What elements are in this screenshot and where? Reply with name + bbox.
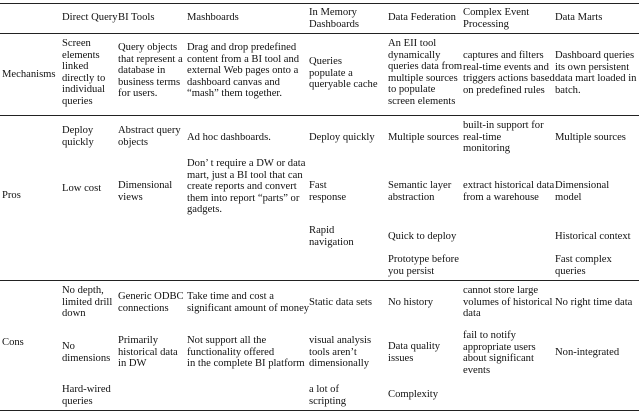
- text-line: down: [62, 308, 86, 320]
- text-line: fail to notify: [463, 330, 516, 341]
- cons-data-marts-1: [555, 297, 632, 309]
- cons-bi-tools-1: [118, 291, 184, 314]
- pros-rule: [0, 280, 639, 281]
- text-line: to populate: [388, 84, 436, 96]
- text-line: dynamically: [388, 49, 441, 61]
- header-cep-l1: Complex Event: [463, 7, 530, 18]
- text-line: scripting: [309, 395, 347, 407]
- pros-data-marts-3: [555, 231, 631, 243]
- cons-data-federation-1: [388, 297, 433, 309]
- text-line: screen elements: [388, 95, 456, 107]
- text-line: Don’ t require a DW or data: [187, 158, 306, 169]
- text-line: quickly: [62, 136, 94, 148]
- text-line: database in: [118, 65, 166, 77]
- header-bi-tools: BI Tools: [118, 12, 155, 23]
- text-line: from a warehouse: [463, 191, 539, 203]
- text-line: Query objects: [118, 42, 178, 53]
- cons-data-federation-2: [388, 341, 440, 364]
- header-mashboards: Mashboards: [187, 12, 239, 23]
- header-data-marts: Data Marts: [555, 12, 603, 23]
- text-line: navigation: [309, 236, 354, 248]
- text-line: dashboard canvas and: [187, 76, 280, 88]
- text-line: gadgets.: [187, 204, 223, 216]
- mech-data-federation: [388, 38, 462, 108]
- text-line: triggers actions based: [463, 73, 555, 85]
- header-rule: [0, 33, 639, 34]
- text-line: built-in support for: [463, 120, 544, 131]
- text-line: queries data from: [388, 61, 463, 73]
- text-line: queries: [62, 395, 93, 407]
- text-line: connections: [118, 302, 169, 314]
- text-line: Complexity: [388, 389, 439, 400]
- text-line: visual analysis: [309, 335, 372, 346]
- text-line: Quick to deploy: [388, 231, 457, 242]
- header-in-memory-l2: Dashboards: [309, 19, 360, 30]
- text-line: dimensions: [62, 352, 111, 364]
- pros-data-marts-4: [555, 254, 612, 277]
- text-line: events: [463, 364, 491, 376]
- text-line: Multiple sources: [388, 132, 459, 143]
- row-label-mechanisms: Mechanisms: [2, 69, 56, 80]
- text-line: captures and filters: [463, 50, 544, 61]
- text-line: business terms: [118, 76, 181, 88]
- text-line: elements: [62, 49, 100, 61]
- text-line: content from a BI tool and: [187, 53, 300, 65]
- text-line: Hard-wired: [62, 384, 111, 395]
- text-line: Queries: [309, 56, 342, 67]
- cons-direct-query-1: [62, 285, 112, 320]
- mech-bi-tools: [118, 42, 183, 100]
- text-line: significant amount of money: [187, 302, 310, 314]
- text-line: Dimensional: [555, 180, 610, 191]
- text-line: model: [555, 191, 582, 203]
- pros-data-marts-1: [555, 132, 626, 144]
- pros-data-federation-3: [388, 231, 456, 243]
- mech-mashboards: [187, 42, 299, 100]
- table-bottom-rule: [0, 410, 639, 411]
- pros-in-memory-3: [309, 225, 354, 248]
- text-line: No right time data: [555, 297, 633, 308]
- cons-bi-tools-2: [118, 335, 178, 370]
- text-line: An EII tool: [388, 38, 437, 49]
- text-line: No depth,: [62, 285, 104, 296]
- text-line: in DW: [118, 358, 147, 370]
- row-label-cons: Cons: [2, 337, 24, 348]
- text-line: its own persistent: [555, 61, 630, 73]
- cons-cep-2: [463, 330, 536, 376]
- row-label-pros: Pros: [2, 190, 21, 201]
- text-line: No: [62, 341, 75, 352]
- text-line: Historical context: [555, 231, 631, 242]
- text-line: Prototype before: [388, 254, 459, 265]
- cons-cep-1: [463, 285, 552, 320]
- mech-direct-query: [62, 38, 105, 108]
- text-line: directly to: [62, 72, 106, 84]
- pros-data-federation-1: [388, 132, 459, 144]
- text-line: appropriate users: [463, 341, 536, 353]
- pros-data-marts-2: [555, 180, 609, 203]
- text-line: dimensionally: [309, 358, 370, 370]
- mech-in-memory: [309, 56, 378, 91]
- pros-in-memory-1: [309, 132, 375, 144]
- pros-data-federation-2: [388, 180, 451, 203]
- text-line: data mart loaded in: [555, 73, 637, 85]
- text-line: Low cost: [62, 183, 102, 194]
- text-line: Multiple sources: [555, 132, 626, 143]
- text-line: Semantic layer: [388, 180, 452, 191]
- text-line: individual: [62, 84, 105, 96]
- cons-data-marts-2: [555, 347, 619, 359]
- text-line: functionality offered: [187, 346, 275, 358]
- header-data-federation: Data Federation: [388, 12, 456, 23]
- header-cep-l2: Processing: [463, 19, 509, 30]
- text-line: cannot store large: [463, 285, 539, 296]
- pros-cep-1: [463, 120, 544, 155]
- text-line: external Web pages onto a: [187, 65, 299, 77]
- header-direct-query: Direct Query: [62, 12, 118, 23]
- text-line: Abstract query: [118, 125, 181, 136]
- text-line: queries: [62, 95, 93, 107]
- text-line: create reports and convert: [187, 181, 297, 193]
- text-line: populate a: [309, 67, 353, 79]
- text-line: real-time events and: [463, 61, 549, 73]
- pros-data-federation-4: [388, 254, 459, 277]
- cons-in-memory-1: [309, 297, 372, 309]
- header-in-memory-l1: In Memory: [309, 7, 357, 18]
- text-line: Dashboard queries: [555, 50, 635, 61]
- text-line: Deploy quickly: [309, 132, 375, 143]
- text-line: them into report “parts” or: [187, 192, 300, 204]
- cons-in-memory-2: [309, 335, 371, 370]
- cons-mashboards-2: [187, 335, 305, 370]
- text-line: that represent a: [118, 53, 183, 65]
- text-line: about significant: [463, 353, 534, 365]
- pros-cep-2: [463, 180, 554, 203]
- mech-data-marts: [555, 50, 636, 96]
- text-line: Rapid: [309, 225, 335, 236]
- cons-in-memory-3: [309, 384, 346, 407]
- table-top-rule: [0, 3, 639, 4]
- text-line: real-time: [463, 131, 502, 143]
- text-line: Drag and drop predefined: [187, 42, 297, 53]
- text-line: Screen: [62, 38, 91, 49]
- text-line: Fast complex: [555, 254, 612, 265]
- text-line: a lot of: [309, 384, 340, 395]
- text-line: mart, just a BI tool that can: [187, 169, 303, 181]
- text-line: linked: [62, 61, 89, 73]
- text-line: response: [309, 191, 347, 203]
- text-line: issues: [388, 352, 414, 364]
- text-line: Not support all the: [187, 335, 267, 346]
- text-line: historical data: [118, 346, 178, 358]
- text-line: Generic ODBC: [118, 291, 184, 302]
- text-line: Non-integrated: [555, 347, 620, 358]
- pros-mashboards-2: [187, 158, 305, 216]
- text-line: limited drill: [62, 296, 113, 308]
- pros-mashboards-1: [187, 132, 271, 144]
- mechanisms-rule: [0, 115, 639, 116]
- pros-bi-tools-2: [118, 180, 172, 203]
- text-line: data: [463, 308, 481, 320]
- text-line: tools aren’t: [309, 346, 357, 358]
- cons-data-federation-3: [388, 389, 438, 401]
- cons-mashboards-1: [187, 291, 309, 314]
- text-line: you persist: [388, 265, 435, 277]
- text-line: views: [118, 191, 143, 203]
- text-line: Primarily: [118, 335, 159, 346]
- text-line: Static data sets: [309, 297, 372, 308]
- text-line: volumes of historical: [463, 296, 553, 308]
- text-line: in the complete BI platform: [187, 358, 305, 370]
- text-line: Data quality: [388, 341, 441, 352]
- text-line: multiple sources: [388, 72, 458, 84]
- pros-in-memory-2: [309, 180, 346, 203]
- text-line: Dimensional: [118, 180, 173, 191]
- pros-direct-query-1: [62, 125, 94, 148]
- text-line: abstraction: [388, 191, 435, 203]
- text-line: objects: [118, 136, 149, 148]
- pros-bi-tools-1: [118, 125, 181, 148]
- mech-cep: [463, 50, 555, 96]
- text-line: on predefined rules: [463, 84, 545, 96]
- text-line: Take time and cost a: [187, 291, 274, 302]
- text-line: monitoring: [463, 143, 511, 155]
- text-line: Deploy: [62, 125, 94, 136]
- text-line: for users.: [118, 88, 158, 100]
- text-line: queryable cache: [309, 79, 378, 91]
- text-line: Ad hoc dashboards.: [187, 132, 271, 143]
- text-line: extract historical data: [463, 180, 555, 191]
- text-line: batch.: [555, 84, 581, 96]
- text-line: “mash” them together.: [187, 88, 283, 100]
- cons-direct-query-3: [62, 384, 111, 407]
- pros-direct-query-2: [62, 183, 101, 195]
- text-line: Fast: [309, 180, 327, 191]
- cons-direct-query-2: [62, 341, 110, 364]
- text-line: queries: [555, 265, 586, 277]
- text-line: No history: [388, 297, 434, 308]
